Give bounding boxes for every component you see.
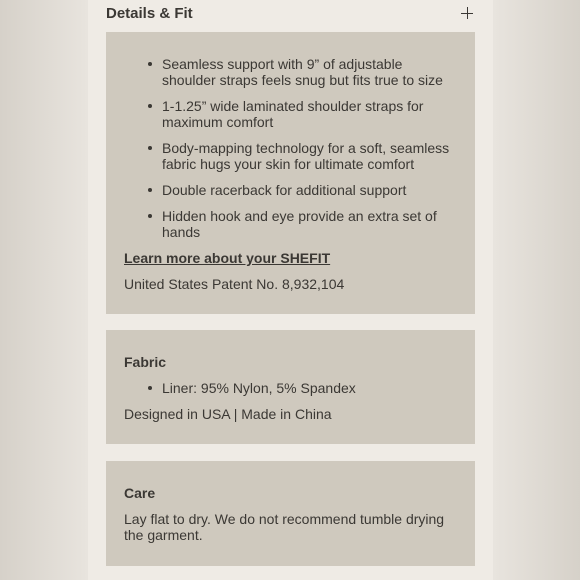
details-card [106, 32, 475, 314]
list-item: 1-1.25” wide laminated shoulder straps for maximum comfort [162, 98, 453, 130]
background-left [0, 0, 88, 580]
origin-text: Designed in USA | Made in China [124, 406, 332, 422]
patent-text: United States Patent No. 8,932,104 [124, 276, 345, 292]
details-panel [88, 0, 493, 580]
background-right [493, 0, 580, 580]
learn-more-link[interactable]: Learn more about your SHEFIT [124, 250, 331, 266]
accordion-header[interactable] [106, 0, 475, 28]
fabric-title: Fabric [124, 354, 167, 370]
care-title: Care [124, 485, 156, 501]
care-text: Lay flat to dry. We do not recommend tumble drying the garment. [124, 511, 445, 543]
plus-icon[interactable] [461, 7, 473, 19]
list-item: Double racerback for additional support [162, 182, 453, 198]
list-item: Seamless support with 9” of adjustable shoulder straps feels snug but fits true to size [162, 56, 453, 88]
list-item: Hidden hook and eye provide an extra set of hands [162, 208, 453, 240]
accordion-title: Details & Fit [106, 4, 193, 22]
list-item: Liner: 95% Nylon, 5% Spandex [162, 380, 453, 396]
fabric-list [124, 380, 453, 396]
fabric-card [106, 330, 475, 444]
list-item: Body-mapping technology for a soft, seamless fabric hugs your skin for ultimate comfort [162, 140, 453, 172]
care-card [106, 461, 475, 566]
details-list [124, 56, 453, 240]
